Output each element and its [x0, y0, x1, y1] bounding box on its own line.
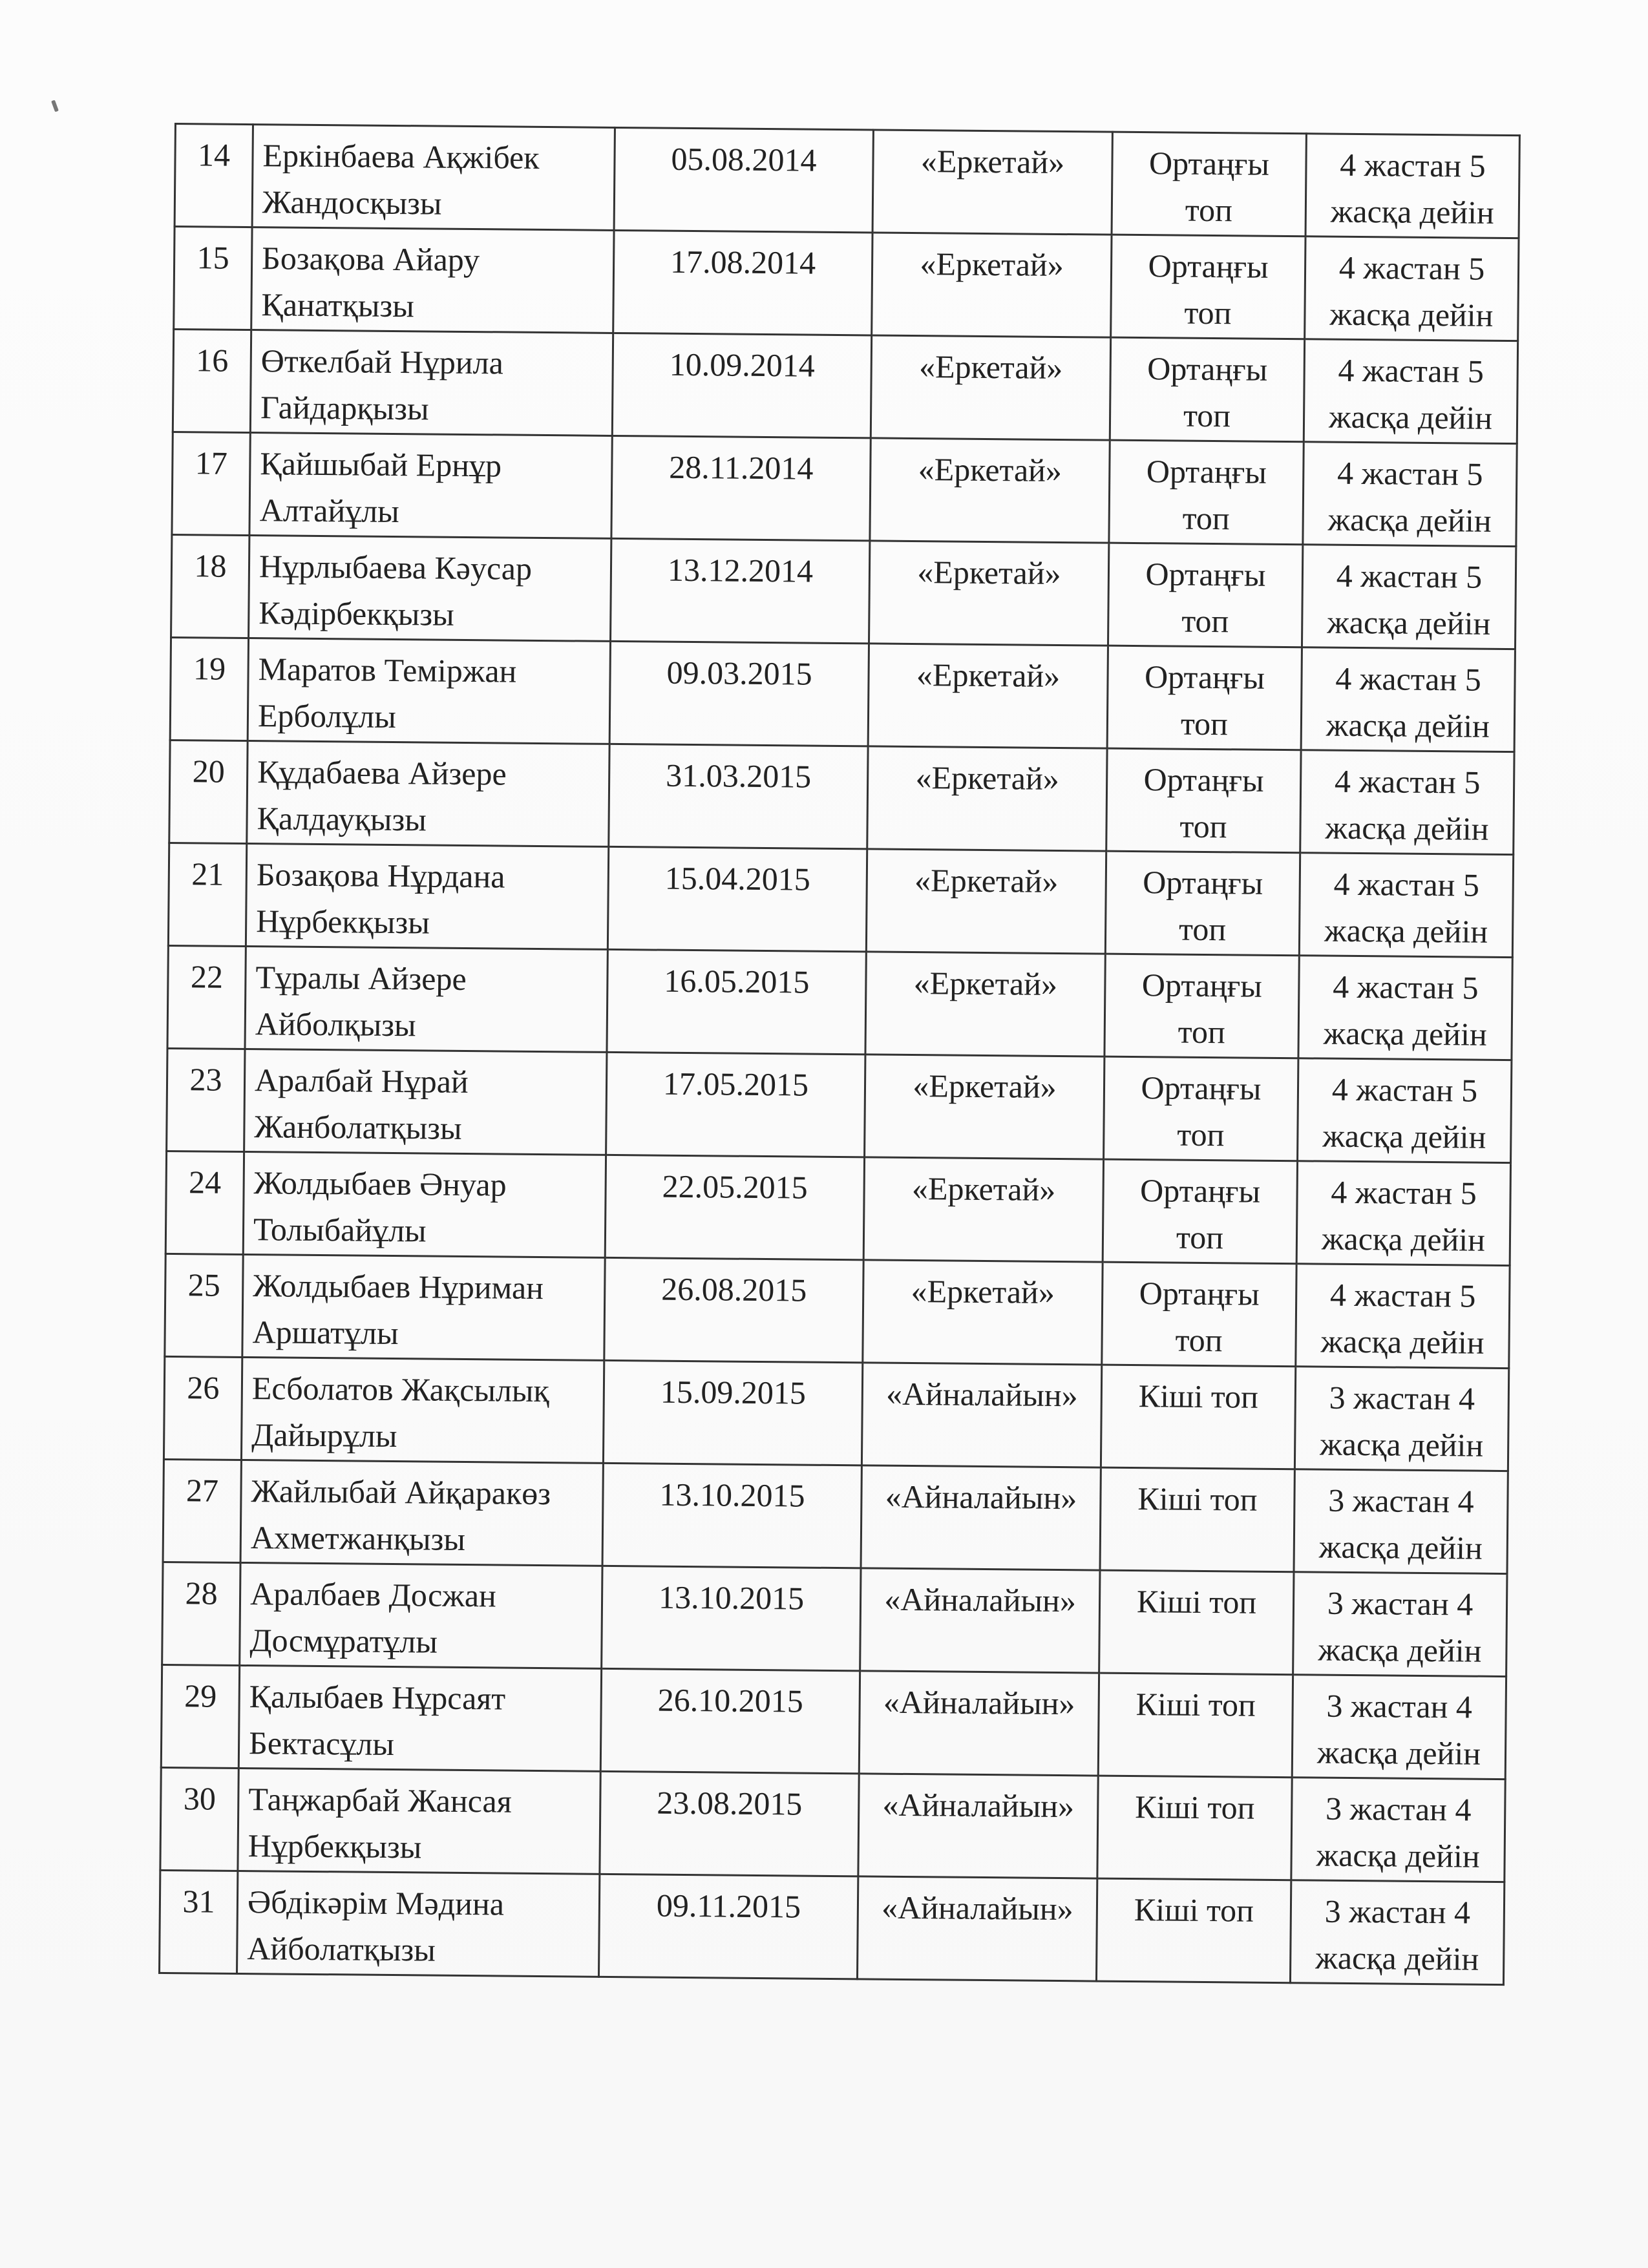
- child-full-name: Жолдыбаев Әнуар Толыбайұлы: [243, 1151, 606, 1257]
- group-name: «Еркетай»: [870, 438, 1110, 543]
- group-name: «Еркетай»: [869, 541, 1109, 646]
- group-level: Кіші топ: [1098, 1673, 1293, 1778]
- birth-date: 28.11.2014: [611, 436, 871, 540]
- birth-date: 13.12.2014: [611, 538, 870, 643]
- row-number: 30: [160, 1767, 238, 1871]
- group-name: «Еркетай»: [868, 644, 1108, 748]
- table-row: [164, 1356, 1508, 1471]
- birth-date: 05.08.2014: [614, 127, 873, 232]
- group-level: Ортаңғы топ: [1107, 646, 1302, 750]
- group-level: Ортаңғы топ: [1112, 132, 1306, 236]
- group-name: «Еркетай»: [866, 849, 1106, 954]
- row-number: 19: [170, 637, 248, 740]
- group-level: Ортаңғы топ: [1105, 851, 1300, 956]
- table-row: [165, 1151, 1510, 1265]
- row-number: 16: [173, 330, 251, 433]
- age-range: 3 жастан 4 жасқа дейін: [1293, 1572, 1507, 1677]
- group-name: «Еркетай»: [865, 952, 1105, 1056]
- table-row: [172, 432, 1517, 546]
- age-range: 4 жастан 5 жасқа дейін: [1303, 442, 1517, 547]
- child-full-name: Құдабаева Айзере Қалдауқызы: [247, 741, 609, 847]
- group-name: «Айналайын»: [861, 1465, 1101, 1570]
- child-full-name: Еркінбаева Ақжібек Жандосқызы: [252, 125, 615, 231]
- birth-date: 31.03.2015: [609, 744, 868, 848]
- row-number: 15: [174, 227, 252, 330]
- row-number: 28: [162, 1562, 240, 1665]
- row-number: 24: [165, 1151, 244, 1254]
- table-row: [165, 1254, 1510, 1368]
- age-range: 4 жастан 5 жасқа дейін: [1305, 134, 1519, 238]
- row-number: 20: [169, 740, 248, 843]
- table-row: [167, 1048, 1512, 1162]
- group-level: Ортаңғы топ: [1104, 1056, 1298, 1161]
- age-range: 3 жастан 4 жасқа дейін: [1292, 1675, 1506, 1780]
- table-row: [170, 637, 1515, 751]
- birth-date: 15.09.2015: [603, 1360, 862, 1465]
- row-number: 21: [168, 843, 246, 946]
- birth-date: 26.08.2015: [604, 1257, 863, 1362]
- age-range: 4 жастан 5 жасқа дейін: [1304, 339, 1517, 444]
- child-full-name: Аралбай Нұрай Жанболатқызы: [244, 1049, 607, 1155]
- group-level: Кіші топ: [1099, 1570, 1294, 1675]
- group-name: «Еркетай»: [871, 335, 1110, 440]
- age-range: 4 жастан 5 жасқа дейін: [1298, 1058, 1512, 1163]
- group-level: Кіші топ: [1097, 1776, 1292, 1880]
- table-row: [174, 124, 1519, 238]
- group-level: Ортаңғы топ: [1103, 1159, 1297, 1264]
- group-name: «Айналайын»: [861, 1363, 1101, 1467]
- group-level: Ортаңғы топ: [1108, 543, 1302, 647]
- child-full-name: Жолдыбаев Нұриман Аршатұлы: [242, 1254, 605, 1360]
- birth-date: 17.08.2014: [613, 230, 872, 335]
- birth-date: 10.09.2014: [612, 333, 871, 437]
- child-full-name: Есболатов Жақсылық Дайырұлы: [241, 1357, 604, 1463]
- row-number: 18: [171, 534, 249, 638]
- row-number: 23: [167, 1048, 245, 1151]
- children-list-table-container: [158, 123, 1519, 1986]
- table-row: [173, 330, 1517, 444]
- age-range: 4 жастан 5 жасқа дейін: [1301, 647, 1515, 752]
- birth-date: 13.10.2015: [602, 1566, 861, 1670]
- age-range: 4 жастан 5 жасқа дейін: [1296, 1264, 1510, 1369]
- child-full-name: Маратов Теміржан Ерболұлы: [248, 638, 610, 744]
- group-level: Кіші топ: [1096, 1878, 1291, 1983]
- row-number: 22: [167, 945, 246, 1049]
- child-full-name: Жайлыбай Айқаракөз Ахметжанқызы: [240, 1460, 603, 1566]
- birth-date: 23.08.2015: [600, 1771, 859, 1876]
- age-range: 4 жастан 5 жасқа дейін: [1302, 545, 1516, 649]
- table-body: [160, 124, 1520, 1985]
- birth-date: 09.11.2015: [598, 1874, 858, 1979]
- group-name: «Айналайын»: [857, 1876, 1097, 1981]
- group-name: «Еркетай»: [863, 1157, 1103, 1262]
- age-range: 4 жастан 5 жасқа дейін: [1296, 1161, 1510, 1266]
- child-full-name: Бозақова Айару Қанатқызы: [251, 227, 614, 333]
- child-full-name: Қайшыбай Ернұр Алтайұлы: [249, 433, 612, 539]
- birth-date: 26.10.2015: [600, 1668, 860, 1773]
- birth-date: 22.05.2015: [605, 1155, 864, 1259]
- table-row: [163, 1459, 1508, 1573]
- row-number: 27: [163, 1459, 241, 1562]
- table-row: [160, 1767, 1505, 1882]
- row-number: 26: [164, 1356, 242, 1460]
- birth-date: 17.05.2015: [606, 1052, 865, 1157]
- child-full-name: Бозақова Нұрдана Нұрбекқызы: [246, 844, 608, 950]
- group-name: «Айналайын»: [859, 1671, 1099, 1776]
- child-full-name: Өткелбай Нұрила Гайдарқызы: [250, 330, 613, 436]
- row-number: 14: [174, 124, 253, 227]
- group-name: «Еркетай»: [872, 233, 1112, 337]
- group-level: Кіші топ: [1100, 1467, 1294, 1572]
- age-range: 4 жастан 5 жасқа дейін: [1298, 956, 1512, 1060]
- group-name: «Еркетай»: [872, 130, 1112, 235]
- age-range: 3 жастан 4 жасқа дейін: [1290, 1880, 1504, 1985]
- group-level: Ортаңғы топ: [1106, 748, 1301, 853]
- group-name: «Айналайын»: [860, 1568, 1100, 1673]
- age-range: 4 жастан 5 жасқа дейін: [1305, 236, 1519, 341]
- child-full-name: Аралбаев Досжан Досмұратұлы: [240, 1562, 602, 1668]
- children-list-table: [158, 123, 1521, 1986]
- table-row: [168, 843, 1513, 957]
- group-level: Ортаңғы топ: [1111, 235, 1305, 339]
- birth-date: 09.03.2015: [609, 641, 869, 746]
- table-row: [161, 1664, 1506, 1779]
- age-range: 3 жастан 4 жасқа дейін: [1294, 1469, 1508, 1574]
- table-row: [169, 740, 1514, 854]
- group-level: Ортаңғы топ: [1110, 337, 1304, 442]
- child-full-name: Таңжарбай Жансая Нұрбекқызы: [238, 1768, 600, 1874]
- group-name: «Еркетай»: [863, 1260, 1103, 1365]
- birth-date: 13.10.2015: [602, 1463, 861, 1568]
- child-full-name: Тұралы Айзере Айболқызы: [245, 947, 607, 1053]
- table-row: [162, 1562, 1507, 1676]
- table-row: [167, 945, 1512, 1060]
- group-name: «Еркетай»: [865, 1055, 1104, 1159]
- birth-date: 16.05.2015: [607, 949, 866, 1054]
- child-full-name: Нұрлыбаева Кәусар Кәдірбекқызы: [249, 536, 611, 642]
- age-range: 4 жастан 5 жасқа дейін: [1300, 750, 1514, 855]
- group-name: «Айналайын»: [858, 1774, 1098, 1878]
- age-range: 3 жастан 4 жасқа дейін: [1294, 1367, 1508, 1471]
- row-number: 31: [160, 1870, 238, 1973]
- age-range: 4 жастан 5 жасқа дейін: [1299, 853, 1513, 958]
- group-level: Ортаңғы топ: [1102, 1262, 1296, 1367]
- row-number: 29: [161, 1664, 239, 1768]
- group-level: Ортаңғы топ: [1109, 440, 1304, 545]
- row-number: 25: [165, 1254, 243, 1357]
- group-level: Кіші топ: [1101, 1365, 1295, 1469]
- group-level: Ортаңғы топ: [1104, 954, 1299, 1058]
- table-row: [174, 227, 1519, 341]
- child-full-name: Қалыбаев Нұрсаят Бектасұлы: [238, 1665, 601, 1771]
- child-full-name: Әбдікәрім Мәдина Айболатқызы: [237, 1871, 600, 1977]
- group-name: «Еркетай»: [867, 746, 1107, 851]
- table-row: [160, 1870, 1505, 1984]
- birth-date: 15.04.2015: [607, 846, 867, 951]
- table-row: [171, 534, 1516, 649]
- age-range: 3 жастан 4 жасқа дейін: [1291, 1778, 1505, 1882]
- row-number: 17: [172, 432, 250, 535]
